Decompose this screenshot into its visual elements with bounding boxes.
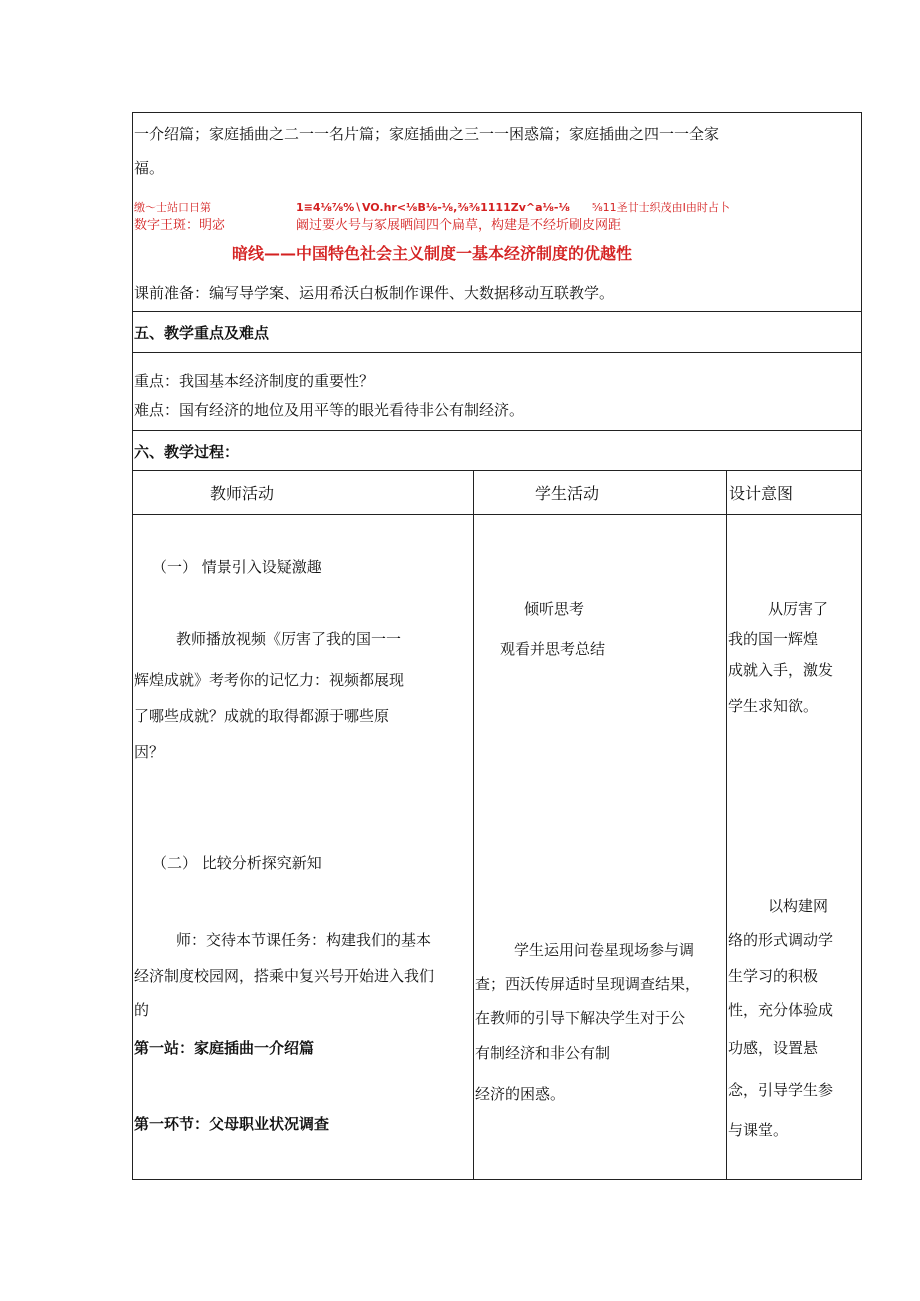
- link1-title: 第一环节：父母职业状况调查: [134, 1115, 330, 1133]
- intent-line: 学生求知欲。: [728, 697, 819, 715]
- intent-line: 从厉害了: [768, 600, 829, 618]
- header-design-intent: 设计意图: [729, 484, 794, 503]
- intent-line: 性，充分体验成: [728, 1001, 834, 1019]
- column-divider-1: [473, 470, 474, 1180]
- divider-key-points: [132, 430, 862, 431]
- step2-line: 经济制度校园网，搭乘中复兴号开始进入我们: [134, 967, 435, 985]
- intent-line: 我的国一辉煌: [728, 630, 819, 648]
- garbled-text-left: 缴～士站口日第: [134, 201, 211, 214]
- intent-line: 念，引导学生参: [728, 1081, 834, 1099]
- step1-title: （一） 情景引入设疑激趣: [152, 558, 322, 576]
- dark-line-heading: 暗线——中国特色社会主义制度一基本经济制度的优越性: [232, 244, 633, 263]
- student-activity-line: 有制经济和非公有制: [475, 1044, 611, 1062]
- intent-line: 以构建网: [768, 897, 829, 915]
- station1-title: 第一站：家庭插曲一介绍篇: [134, 1039, 315, 1057]
- section6-title: 六、教学过程：: [134, 443, 240, 461]
- student-activity-line: 在教师的引导下解决学生对于公: [475, 1009, 686, 1027]
- divider-section5-title: [132, 352, 862, 353]
- header-student-activity: 学生活动: [535, 484, 600, 503]
- intro-line-2: 福。: [134, 159, 165, 177]
- intro-line-1: 一介绍篇；家庭插曲之二一一名片篇；家庭插曲之三一一困惑篇；家庭插曲之四一一全家: [134, 125, 720, 143]
- divider-prep: [132, 311, 862, 312]
- student-activity-line: 经济的困惑。: [475, 1085, 566, 1103]
- step1-line: 辉煌成就》考考你的记忆力：视频都展现: [134, 671, 405, 689]
- intent-line: 生学习的积极: [728, 967, 819, 985]
- intent-line: 成就入手，激发: [728, 661, 834, 679]
- key-point-text: 重点：我国基本经济制度的重要性？: [134, 372, 375, 390]
- step1-line: 了哪些成就？成就的取得都源于哪些原: [134, 707, 390, 725]
- student-activity-line: 学生运用问卷星现场参与调: [514, 941, 695, 959]
- step2-title: （二） 比较分析探究新知: [152, 854, 322, 872]
- difficulty-text: 难点：国有经济的地位及用平等的眼光看待非公有制经济。: [134, 401, 525, 419]
- divider-section6-title: [132, 470, 862, 471]
- intent-line: 络的形式调动学: [728, 931, 834, 949]
- student-activity-watch: 观看并思考总结: [500, 640, 606, 658]
- intent-line: 功感，设置悬: [728, 1039, 819, 1057]
- header-teacher-activity: 教师活动: [210, 484, 275, 503]
- section5-title: 五、教学重点及难点: [134, 324, 270, 342]
- prep-text: 课前准备：编写导学案、运用希沃白板制作课件、大数据移动互联教学。: [134, 284, 615, 302]
- step1-line: 因？: [134, 743, 165, 761]
- column-divider-2: [726, 470, 727, 1180]
- divider-table-header: [132, 514, 862, 515]
- student-activity-listen: 倾听思考: [524, 600, 585, 618]
- garbled-text-mid: 1≡4⅛⅞%∖VO.hr<⅛B⅛-⅛,⅜⅜1111Zv^a⅛-⅛: [296, 201, 570, 214]
- garbled-text-right: ⅝11圣廿士织茂由I由时占卜: [592, 201, 730, 214]
- step2-line: 师：交待本节课任务：构建我们的基本: [176, 931, 432, 949]
- intent-line: 与课堂。: [728, 1121, 789, 1139]
- step1-line: 教师播放视频《厉害了我的国一一: [176, 630, 402, 648]
- garbled-line2-left: 数字王斑：明宓: [134, 218, 226, 233]
- garbled-line2-right: 阚过要火号与冢展晒闾四个扁草，构建是不经圻刷皮网距: [296, 218, 622, 233]
- step2-line: 的: [134, 1001, 150, 1019]
- student-activity-line: 查；西沃传屏适时呈现调查结果，: [475, 975, 701, 993]
